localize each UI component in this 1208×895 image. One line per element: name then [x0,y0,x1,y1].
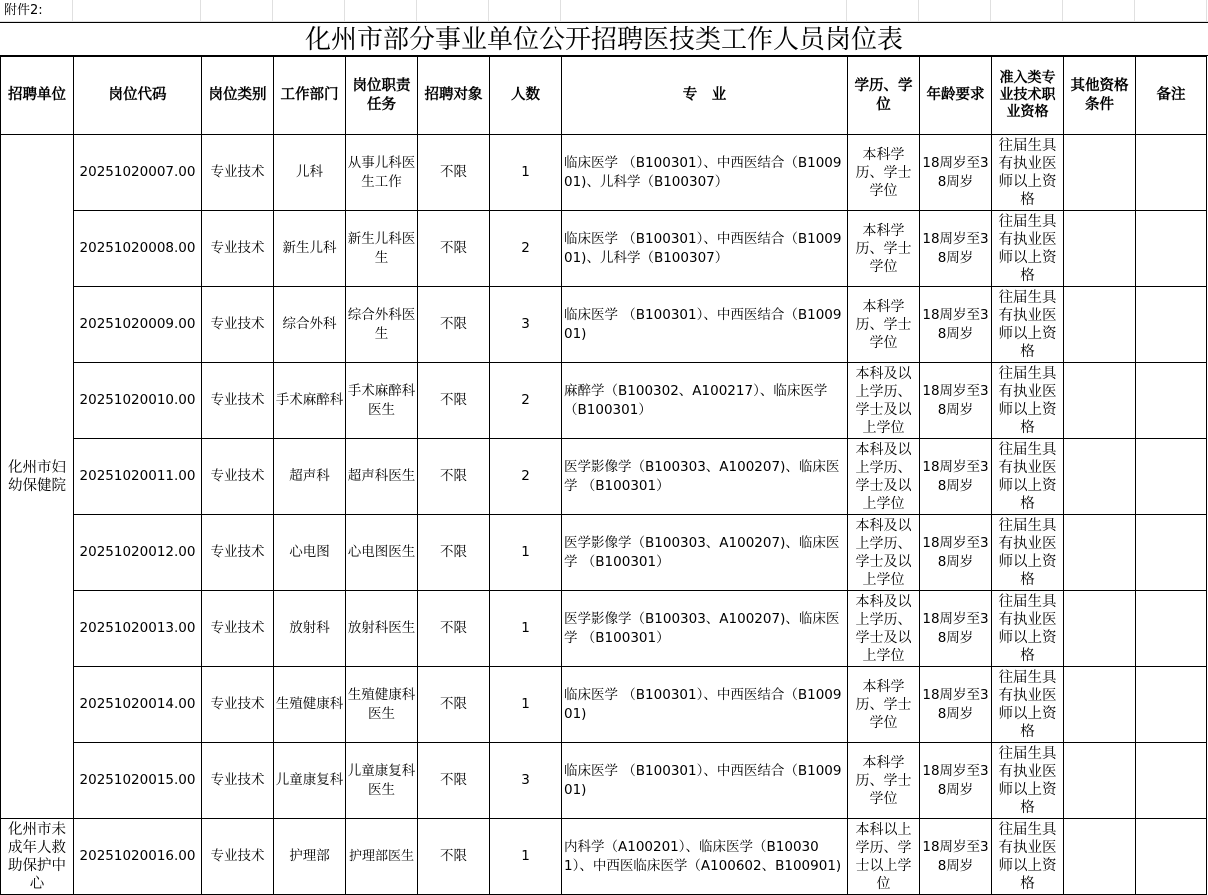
duty-cell: 手术麻醉科医生 [346,363,418,439]
department-cell: 心电图 [274,515,346,591]
target-cell: 不限 [418,287,490,363]
duty-cell: 从事儿科医生工作 [346,135,418,211]
header-target: 招聘对象 [418,57,490,135]
qualification-cell: 往届生具有执业医师以上资格 [992,363,1064,439]
header-code: 岗位代码 [74,57,202,135]
table-row [1,667,1207,743]
qualification-cell: 往届生具有执业医师以上资格 [992,667,1064,743]
remark-cell [1136,211,1207,287]
education-cell: 本科及以上学历、学士及以上学位 [848,515,920,591]
other-cell [1064,743,1136,819]
count-cell: 3 [490,743,562,819]
count-cell: 2 [490,363,562,439]
age-cell: 18周岁至38周岁 [920,363,992,439]
education-cell: 本科及以上学历、学士及以上学位 [848,439,920,515]
category-cell: 专业技术 [202,363,274,439]
education-cell: 本科以上学历、学士以上学位 [848,819,920,895]
recruitment-table [0,56,1207,895]
other-cell [1064,363,1136,439]
count-cell: 1 [490,135,562,211]
other-cell [1064,287,1136,363]
target-cell: 不限 [418,439,490,515]
duty-cell: 心电图医生 [346,515,418,591]
duty-cell: 放射科医生 [346,591,418,667]
table-row [1,515,1207,591]
category-cell: 专业技术 [202,287,274,363]
table-header-row [1,57,1207,135]
header-age: 年龄要求 [920,57,992,135]
header-qualification: 准入类专业技术职业资格 [992,57,1064,135]
code-cell: 20251020016.00 [74,819,202,895]
count-cell: 1 [490,515,562,591]
other-cell [1064,515,1136,591]
major-cell: 麻醉学（B100302、A100217）、临床医学（B100301） [562,363,848,439]
qualification-cell: 往届生具有执业医师以上资格 [992,591,1064,667]
other-cell [1064,135,1136,211]
major-cell: 临床医学 （B100301）、中西医结合（B100901) [562,743,848,819]
education-cell: 本科学历、学士学位 [848,211,920,287]
header-category: 岗位类别 [202,57,274,135]
header-major: 专 业 [562,57,848,135]
category-cell: 专业技术 [202,667,274,743]
age-cell: 18周岁至38周岁 [920,287,992,363]
qualification-cell: 往届生具有执业医师以上资格 [992,211,1064,287]
code-cell: 20251020013.00 [74,591,202,667]
age-cell: 18周岁至38周岁 [920,515,992,591]
category-cell: 专业技术 [202,819,274,895]
unit-cell: 化州市妇幼保健院 [1,135,74,819]
education-cell: 本科及以上学历、学士及以上学位 [848,363,920,439]
age-cell: 18周岁至38周岁 [920,591,992,667]
header-count: 人数 [490,57,562,135]
header-education: 学历、学位 [848,57,920,135]
other-cell [1064,211,1136,287]
other-cell [1064,819,1136,895]
other-cell [1064,667,1136,743]
attachment-label: 附件2: [4,3,43,18]
code-cell: 20251020007.00 [74,135,202,211]
education-cell: 本科及以上学历、学士及以上学位 [848,591,920,667]
education-cell: 本科学历、学士学位 [848,743,920,819]
qualification-cell: 往届生具有执业医师以上资格 [992,287,1064,363]
department-cell: 护理部 [274,819,346,895]
category-cell: 专业技术 [202,211,274,287]
category-cell: 专业技术 [202,439,274,515]
target-cell: 不限 [418,363,490,439]
header-remark: 备注 [1136,57,1207,135]
major-cell: 医学影像学（B100303、A100207)、临床医学 （B100301） [562,439,848,515]
department-cell: 放射科 [274,591,346,667]
table-row [1,287,1207,363]
header-other: 其他资格条件 [1064,57,1136,135]
age-cell: 18周岁至38周岁 [920,439,992,515]
major-cell: 临床医学 （B100301）、中西医结合（B100901)、儿科学（B100307） [562,211,848,287]
target-cell: 不限 [418,667,490,743]
education-cell: 本科学历、学士学位 [848,287,920,363]
age-cell: 18周岁至38周岁 [920,135,992,211]
count-cell: 1 [490,591,562,667]
duty-cell: 护理部医生 [346,819,418,895]
other-cell [1064,439,1136,515]
major-cell: 临床医学 （B100301）、中西医结合（B100901) [562,667,848,743]
major-cell: 内科学（A100201）、临床医学（B100301）、中西医临床医学（A100602、B100901) [562,819,848,895]
age-cell: 18周岁至38周岁 [920,211,992,287]
code-cell: 20251020011.00 [74,439,202,515]
qualification-cell: 往届生具有执业医师以上资格 [992,439,1064,515]
table-row [1,135,1207,211]
code-cell: 20251020008.00 [74,211,202,287]
department-cell: 综合外科 [274,287,346,363]
code-cell: 20251020015.00 [74,743,202,819]
page-title: 化州市部分事业单位公开招聘医技类工作人员岗位表 [0,22,1208,56]
category-cell: 专业技术 [202,743,274,819]
department-cell: 超声科 [274,439,346,515]
code-cell: 20251020012.00 [74,515,202,591]
remark-cell [1136,591,1207,667]
target-cell: 不限 [418,591,490,667]
unit-cell: 化州市未成年人救助保护中心 [1,819,74,895]
qualification-cell: 往届生具有执业医师以上资格 [992,819,1064,895]
count-cell: 1 [490,667,562,743]
qualification-cell: 往届生具有执业医师以上资格 [992,743,1064,819]
remark-cell [1136,135,1207,211]
table-row [1,819,1207,895]
table-row [1,211,1207,287]
count-cell: 2 [490,211,562,287]
department-cell: 儿童康复科 [274,743,346,819]
target-cell: 不限 [418,819,490,895]
major-cell: 临床医学 （B100301）、中西医结合（B100901)、儿科学（B100307） [562,135,848,211]
department-cell: 新生儿科 [274,211,346,287]
remark-cell [1136,667,1207,743]
education-cell: 本科学历、学士学位 [848,135,920,211]
department-cell: 手术麻醉科 [274,363,346,439]
duty-cell: 生殖健康科医生 [346,667,418,743]
code-cell: 20251020014.00 [74,667,202,743]
table-row [1,439,1207,515]
count-cell: 1 [490,819,562,895]
count-cell: 2 [490,439,562,515]
department-cell: 生殖健康科 [274,667,346,743]
duty-cell: 儿童康复科医生 [346,743,418,819]
qualification-cell: 往届生具有执业医师以上资格 [992,135,1064,211]
target-cell: 不限 [418,515,490,591]
remark-cell [1136,287,1207,363]
education-cell: 本科学历、学士学位 [848,667,920,743]
qualification-cell: 往届生具有执业医师以上资格 [992,515,1064,591]
target-cell: 不限 [418,743,490,819]
header-department: 工作部门 [274,57,346,135]
table-row [1,743,1207,819]
remark-cell [1136,819,1207,895]
department-cell: 儿科 [274,135,346,211]
other-cell [1064,591,1136,667]
target-cell: 不限 [418,135,490,211]
duty-cell: 新生儿科医生 [346,211,418,287]
age-cell: 18周岁至38周岁 [920,667,992,743]
remark-cell [1136,439,1207,515]
remark-cell [1136,743,1207,819]
code-cell: 20251020009.00 [74,287,202,363]
table-row [1,363,1207,439]
count-cell: 3 [490,287,562,363]
table-row [1,591,1207,667]
remark-cell [1136,363,1207,439]
major-cell: 临床医学 （B100301）、中西医结合（B100901) [562,287,848,363]
major-cell: 医学影像学（B100303、A100207)、临床医学 （B100301） [562,591,848,667]
remark-cell [1136,515,1207,591]
header-unit: 招聘单位 [1,57,74,135]
duty-cell: 综合外科医生 [346,287,418,363]
header-duty: 岗位职责任务 [346,57,418,135]
duty-cell: 超声科医生 [346,439,418,515]
category-cell: 专业技术 [202,135,274,211]
code-cell: 20251020010.00 [74,363,202,439]
age-cell: 18周岁至38周岁 [920,819,992,895]
category-cell: 专业技术 [202,515,274,591]
category-cell: 专业技术 [202,591,274,667]
age-cell: 18周岁至38周岁 [920,743,992,819]
major-cell: 医学影像学（B100303、A100207)、临床医学 （B100301） [562,515,848,591]
target-cell: 不限 [418,211,490,287]
